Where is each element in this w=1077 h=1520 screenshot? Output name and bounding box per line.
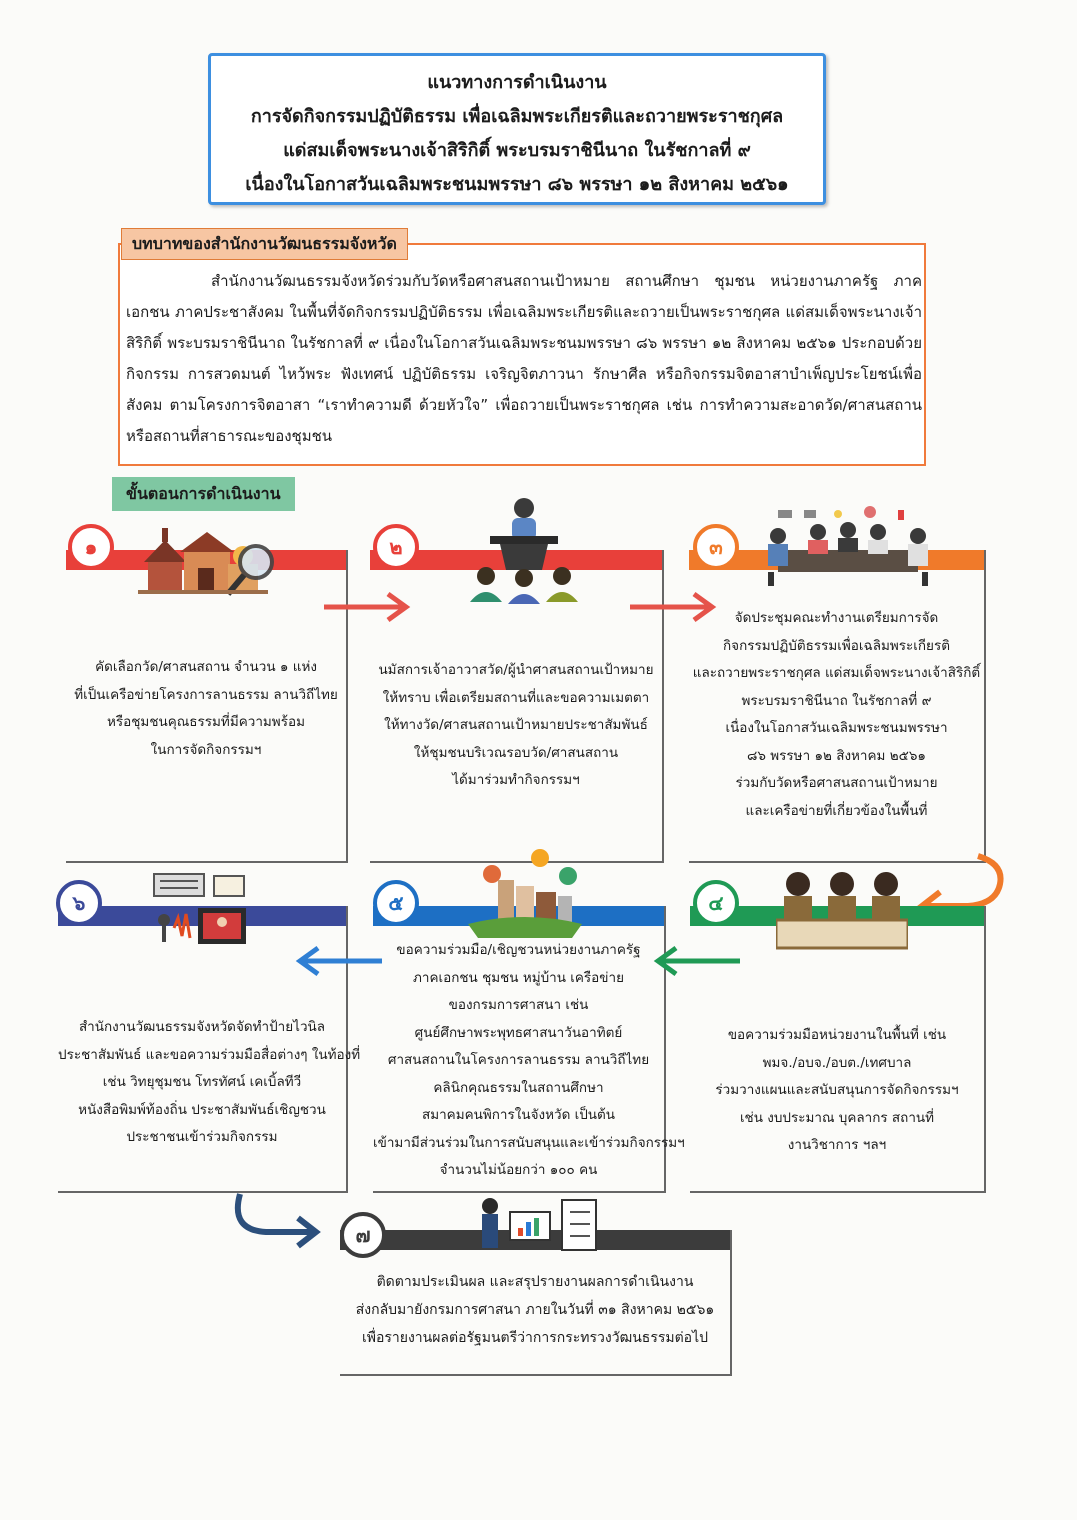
step-5-line: สมาคมคนพิการในจังหวัด เป็นต้น [421, 1107, 616, 1123]
step-3-line: พระบรมราชินีนาถ ในรัชกาลที่ ๙ [741, 692, 932, 709]
step-1-line: คัดเลือกวัด/ศาสนสถาน จำนวน ๑ แห่ง [95, 659, 317, 675]
step-3-text [689, 605, 984, 825]
step-4-line: เช่น งบประมาณ บุคลากร สถานที่ [739, 1109, 935, 1126]
step-1-text [66, 654, 346, 764]
step-3-line: ร่วมกับวัดหรือศาสนสถานเป้าหมาย [735, 775, 938, 791]
step-6-line: ประชาชนเข้าร่วมกิจกรรม [126, 1129, 278, 1145]
step-6-number: ๖ [56, 880, 102, 926]
title-line-3: แด่สมเด็จพระนางเจ้าสิริกิติ์ พระบรมราชินีนาถ ในรัชกาลที่ ๙ [283, 140, 751, 161]
step-3-line: และเครือข่ายที่เกี่ยวข้องในพื้นที่ [745, 802, 928, 819]
step-3-number: ๓ [693, 524, 739, 570]
step-4-line: ขอความร่วมมือหน่วยงานในพื้นที่ เช่น [727, 1027, 947, 1043]
media-icon [150, 868, 254, 948]
step-7-line: เพื่อรายงานผลต่อรัฐมนตรีว่าการกระทรวงวัฒนธรรมต่อไป [361, 1330, 709, 1346]
role-heading: บทบาทของสำนักงานวัฒนธรรมจังหวัด [121, 228, 408, 260]
speaker-podium-icon [468, 496, 580, 606]
title-line-2: การจัดกิจกรรมปฏิบัติธรรม เพื่อเฉลิมพระเกียรติและถวายพระราชกุศล [250, 106, 784, 127]
presentation-icon [474, 1196, 602, 1256]
step-3-line: เนื่องในโอกาสวันเฉลิมพระชนมพรรษา [725, 720, 948, 736]
step-1-line: หรือชุมชนคุณธรรมที่มีความพร้อม [107, 714, 305, 730]
curved-arrow-icon [228, 1190, 328, 1250]
arrow-left-icon [292, 944, 384, 978]
step-5-line: เข้ามามีส่วนร่วมในการสนับสนุนและเข้าร่วมกิจกรรมฯ [373, 1134, 685, 1151]
steps-heading: ขั้นตอนการดำเนินงาน [112, 477, 295, 511]
step-2-number: ๒ [373, 524, 419, 570]
step-2-line: ได้มาร่วมทำกิจกรรมฯ [452, 772, 580, 788]
step-5-text [373, 937, 685, 1185]
step-7-line: ติดตามประเมินผล และสรุปรายงานผลการดำเนินงาน [376, 1274, 694, 1290]
step-7-text [340, 1268, 730, 1352]
step-1-line: ในการจัดกิจกรรมฯ [150, 741, 262, 758]
step-3-line: จัดประชุมคณะทำงานเตรียมการจัด [734, 610, 939, 626]
step-2-line: ให้ทางวัด/ศาสนสถานเป้าหมายประชาสัมพันธ์ [384, 717, 648, 733]
step-2-line: ให้ชุมชนบริเวณรอบวัด/ศาสนสถาน [413, 744, 619, 761]
arrow-right-icon [322, 590, 414, 624]
step-4-line: งานวิชาการ ฯลฯ [787, 1137, 887, 1153]
step-3-line: ๘๖ พรรษา ๑๒ สิงหาคม ๒๕๖๑ [747, 747, 926, 764]
step-5-number: ๕ [373, 880, 419, 926]
step-5-line: ของกรมการศาสนา เช่น [448, 997, 589, 1013]
step-5-line: ศูนย์ศึกษาพระพุทธศาสนาวันอาทิตย์ [414, 1024, 623, 1041]
step-6-line: หนังสือพิมพ์ท้องถิ่น ประชาสัมพันธ์เชิญชวน [78, 1101, 326, 1118]
step-2-line: ให้ทราบ เพื่อเตรียมสถานที่และขอความเมตตา [382, 689, 650, 706]
step-4-line: พมจ./อบจ./อบต./เทศบาล [762, 1054, 912, 1071]
meeting-icon [758, 500, 938, 588]
title-line-4: เนื่องในโอกาสวันเฉลิมพระชนมพรรษา ๘๖ พรรษา ๑๒ สิงหาคม ๒๕๖๑ [245, 174, 789, 195]
title-line-1: แนวทางการดำเนินงาน [427, 72, 607, 93]
arrow-left-icon [650, 944, 742, 978]
step-4-number: ๔ [693, 880, 739, 926]
step-1-number: ๑ [68, 524, 114, 570]
role-body-wrap [126, 266, 922, 452]
step-5-line: คลินิกคุณธรรมในสถานศึกษา [433, 1079, 604, 1096]
step-2-line: นมัสการเจ้าอาวาสวัด/ผู้นำศาสนสถานเป้าหมาย [378, 662, 654, 678]
step-2-text [370, 657, 662, 795]
role-body: สำนักงานวัฒนธรรมจังหวัดร่วมกับวัดหรือศาสนสถานเป้าหมาย สถานศึกษา ชุมชน หน่วยงานภาครัฐ ภาคเอกชน ภาคประชาสังคม ในพื้นที่จัดกิจกรรมปฏิบัติธรรม เพื่อเฉลิมพระเกียรติและถวายเป็นพระราชกุศล แด่สมเด็จพระนางเจ้าสิริกิติ์ พระบรมราชินีนาถ ในรัชกาลที่ ๙ เนื่องในโอกาสวันเฉลิมพระชนมพรรษา ๘๖ พรรษา ๑๒ สิงหาคม ๒๕๖๑ ประกอบด้วยกิจกรรม การสวดมนต์ ไหว้พระ ฟังเทศน์ ปฏิบัติธรรม เจริญจิตภาวนา รักษาศีล หรือกิจกรรมจิตอาสาบำเพ็ญประโยชน์เพื่อสังคม ตามโครงการจิตอาสา “เราทำความดี ด้วยหัวใจ” เพื่อถวายเป็นพระราชกุศล เช่น การทำความสะอาดวัด/ศาสนสถาน หรือสถานที่สาธารณะของชุมชน [126, 272, 922, 445]
step-6-line: เช่น วิทยุชุมชน โทรทัศน์ เคเบิ้ลทีวี [102, 1074, 302, 1090]
step-7-line: ส่งกลับมายังกรมการศาสนา ภายในวันที่ ๓๑ สิงหาคม ๒๕๖๑ [355, 1302, 715, 1318]
temple-search-icon [138, 520, 288, 600]
step-3-line: กิจกรรมปฏิบัติธรรมเพื่อเฉลิมพระเกียรติ [723, 637, 950, 654]
step-6-text [58, 1014, 361, 1152]
step-4-text [690, 1022, 984, 1160]
step-5-line: ภาคเอกชน ชุมชน หมู่บ้าน เครือข่าย [412, 969, 625, 986]
step-5-line: ศาสนสถานในโครงการลานธรรม ลานวิถีไทย [387, 1052, 650, 1068]
step-5-line: ขอความร่วมมือ/เชิญชวนหน่วยงานภาครัฐ [396, 942, 641, 958]
title-box [208, 53, 826, 205]
officials-icon [776, 868, 908, 950]
step-6-line: สำนักงานวัฒนธรรมจังหวัดจัดทำป้ายไวนิล [78, 1019, 326, 1035]
step-1-line: ที่เป็นเครือข่ายโครงการลานธรรม ลานวิถีไทย [74, 686, 338, 703]
step-5-line: จำนวนไม่น้อยกว่า ๑๐๐ คน [439, 1162, 598, 1178]
community-icon [462, 846, 588, 940]
arrow-right-icon [628, 590, 720, 624]
step-6-line: ประชาสัมพันธ์ และขอความร่วมมือสื่อต่างๆ ในท้องที่ [58, 1046, 361, 1063]
step-7-number: ๗ [340, 1212, 386, 1258]
step-3-line: และถวายพระราชกุศล แด่สมเด็จพระนางเจ้าสิริกิติ์ [692, 665, 981, 681]
step-4-line: ร่วมวางแผนและสนับสนุนการจัดกิจกรรมฯ [715, 1082, 959, 1098]
